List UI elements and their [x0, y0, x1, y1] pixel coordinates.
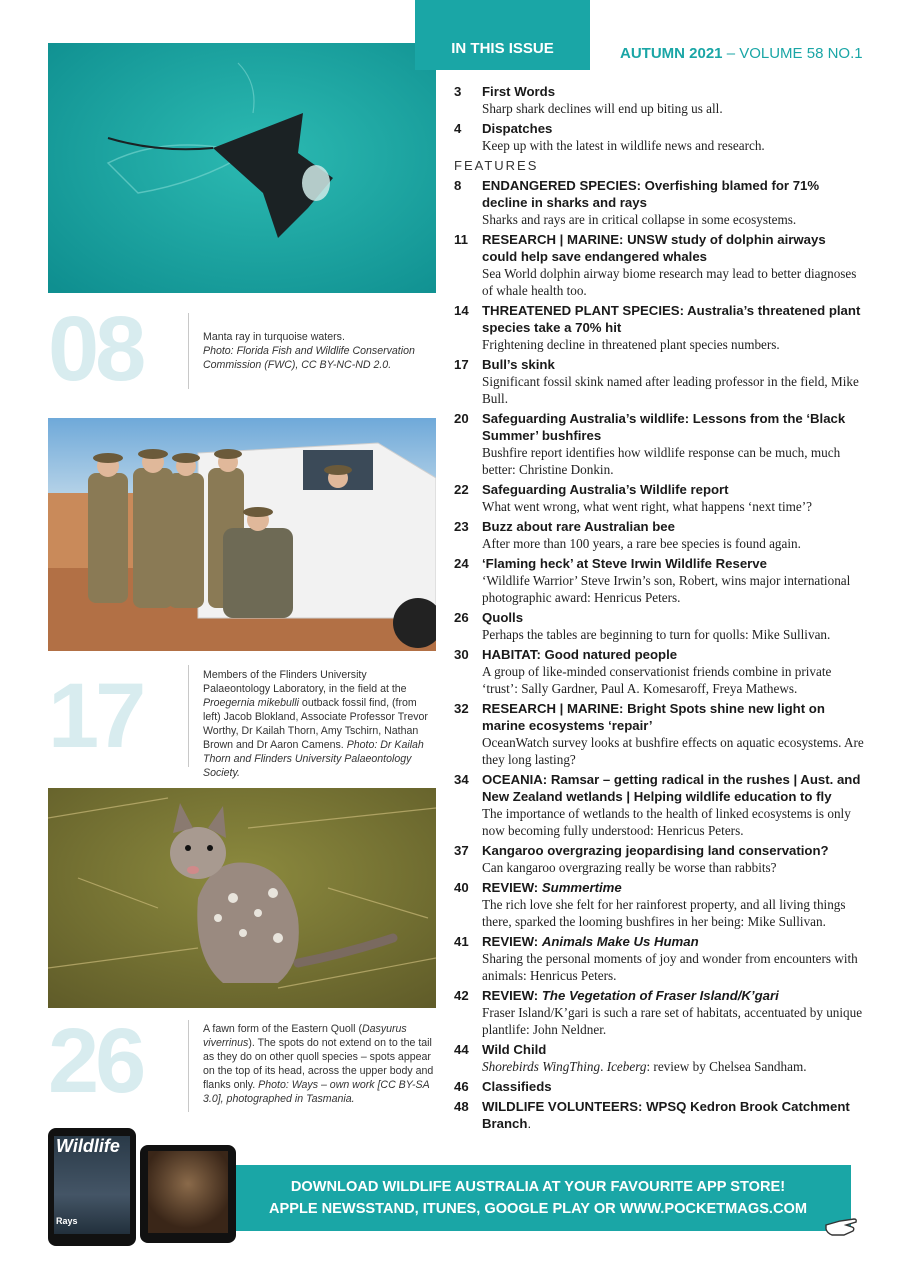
contents-entry[interactable]: 37 Kangaroo overgrazing jeopardising land conservation? Can kangaroo overgrazing really be worse than rabbits?	[454, 843, 829, 875]
contents-entry[interactable]: 11 RESEARCH | MARINE: UNSW study of dolphin airways could help save endangered whales Sea World dolphin airway biome research may lead to better diagnoses of whale health too.	[454, 232, 857, 298]
pointing-hand-icon	[824, 1213, 858, 1239]
in-this-issue-tab: IN THIS ISSUE	[415, 0, 590, 70]
contents-entry[interactable]: 26 Quolls Perhaps the tables are beginning to turn for quolls: Mike Sullivan.	[454, 610, 831, 642]
tablet-magazine-cover: Wildlife Rays	[48, 1128, 136, 1246]
contents-entry[interactable]: 17 Bull’s skink Significant fossil skink named after leading professor in the field, Mike Bull.	[454, 357, 859, 406]
manta-ray-photo	[48, 43, 436, 293]
quoll-photo	[48, 788, 436, 1008]
caption-divider	[188, 313, 189, 389]
features-heading: FEATURES	[454, 158, 539, 173]
caption-block-26	[48, 1010, 436, 1115]
contents-entry[interactable]: 42 REVIEW: The Vegetation of Fraser Island/K’gari Fraser Island/K’gari is such a rare set of habitats, accentuated by unique plantlife: John Neldner.	[454, 988, 863, 1037]
caption-text: A fawn form of the Eastern Quoll (Dasyurus viverrinus). The spots do not extend on to the tail as they do on other quoll species – spots appear on the top of its head, across the upper body and flanks only. Photo: Ways – own work [CC BY-SA 3.0], photographed in Tasmania.	[203, 1023, 434, 1105]
caption-block-17	[48, 665, 436, 779]
contents-entry[interactable]: 30 HABITAT: Good natured people A group of like-minded conservationist friends combine in private ‘trust’: Sally Gardner, Paul A. Komesaroff, Freya Mathews.	[454, 647, 832, 696]
field-team-photo	[48, 418, 436, 651]
contents-entry[interactable]: 48 WILDLIFE VOLUNTEERS: WPSQ Kedron Brook Catchment Branch.	[454, 1099, 850, 1131]
page-number-17: 17	[48, 665, 143, 767]
page-number-26: 26	[48, 1010, 143, 1112]
contents-entry[interactable]: 41 REVIEW: Animals Make Us Human Sharing the personal moments of joy and wonder from encounters with animals: Henricus Peters.	[454, 934, 858, 983]
caption-divider	[188, 1020, 189, 1112]
contents-entry[interactable]: 3 First Words Sharp shark declines will end up biting us all.	[454, 84, 723, 116]
contents-entry[interactable]: 24 ‘Flaming heck’ at Steve Irwin Wildlife Reserve ‘Wildlife Warrior’ Steve Irwin’s son, Robert, wins major international photographic award: Henricus Peters.	[454, 556, 851, 605]
photo-credit: Photo: Ways – own work [CC BY-SA 3.0], photographed in Tasmania.	[203, 1079, 430, 1105]
contents-entry[interactable]: 46 Classifieds	[454, 1079, 552, 1094]
contents-entry[interactable]: 40 REVIEW: Summertime The rich love she felt for her rainforest property, and all living things there, sparked the looming bushfires in her being: Mike Sullivan.	[454, 880, 846, 929]
contents-entry[interactable]: 34 OCEANIA: Ramsar – getting radical in the rushes | Aust. and New Zealand wetlands | Helping wildlife education to fly The importance of wetlands to the health of linked ecosystems is only now becoming fully understood: Henricus Peters.	[454, 772, 861, 838]
caption-block-08	[48, 298, 436, 400]
contents-entry[interactable]: 22 Safeguarding Australia’s Wildlife report What went wrong, what went right, what happens ‘next time’?	[454, 482, 812, 514]
table-of-contents	[454, 83, 864, 1135]
photo-credit: Photo: Florida Fish and Wildlife Conservation Commission (FWC), CC BY-NC-ND 2.0.	[203, 345, 415, 371]
contents-entry[interactable]: 4 Dispatches Keep up with the latest in wildlife news and research.	[454, 121, 765, 153]
contents-entry[interactable]: 32 RESEARCH | MARINE: Bright Spots shine new light on marine ecosystems ‘repair’ OceanWatch survey looks at bushfire effects on aquatic ecosystems. Are they long lasting?	[454, 701, 864, 767]
contents-entry[interactable]: 20 Safeguarding Australia’s wildlife: Lessons from the ‘Black Summer’ bushfires Bushfire report identifies how wildlife response can be much, much better: Christine Donkin.	[454, 411, 846, 477]
issue-date: AUTUMN 2021 – VOLUME 58 NO.1	[620, 45, 863, 62]
contents-entry[interactable]: 8 ENDANGERED SPECIES: Overfishing blamed for 71% decline in sharks and rays Sharks and rays are in critical collapse in some ecosystems.	[454, 178, 820, 227]
page-number-08: 08	[48, 298, 143, 400]
download-banner[interactable]: DOWNLOAD WILDLIFE AUSTRALIA AT YOUR FAVOURITE APP STORE! APPLE NEWSSTAND, ITUNES, GOOGLE PLAY OR WWW.POCKETMAGS.COM	[225, 1165, 851, 1231]
contents-entry[interactable]: 14 THREATENED PLANT SPECIES: Australia’s threatened plant species take a 70% hit Frightening decline in threatened plant species numbers.	[454, 303, 861, 352]
contents-entry[interactable]: 23 Buzz about rare Australian bee After more than 100 years, a rare bee species is found again.	[454, 519, 801, 551]
caption-divider	[188, 665, 189, 767]
caption-text: Members of the Flinders University Palaeontology Laboratory, in the field at the Proegernia mikebulli outback fossil find, (from left) Jacob Blokland, Associate Professor Trevor Worthy, Dr Kailah Thorn, Amy Tschirn, Nathan Brown and Dr Aaron Camens. Photo: Dr Kailah Thorn and Flinders University Palaeontology Society.	[203, 669, 428, 779]
photo-credit: Photo: Dr Kailah Thorn and Flinders University Palaeontology Society.	[203, 739, 424, 779]
tablet-quoll-image	[140, 1145, 236, 1243]
caption-text: Manta ray in turquoise waters. Photo: Florida Fish and Wildlife Conservation Commission (FWC), CC BY-NC-ND 2.0.	[203, 331, 415, 371]
contents-entry[interactable]: 44 Wild Child Shorebirds WingThing. Iceberg: review by Chelsea Sandham.	[454, 1042, 807, 1074]
